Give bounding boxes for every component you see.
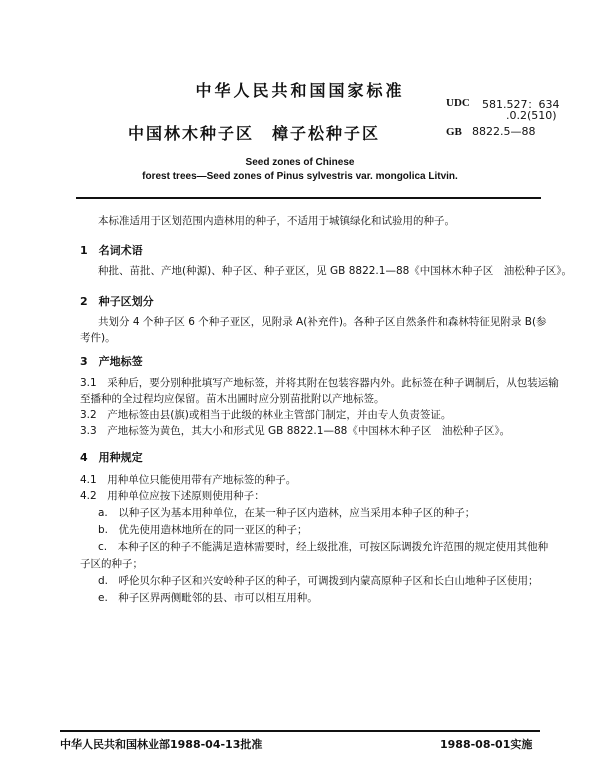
clause-3-1-line-1: 3.1 采种后，要分别种批填写产地标签，并将其附在包装容器内外。此标签在种子调制后，从包装运输 [80,377,559,389]
clause-4-1: 4.1 用种单位只能使用带有产地标签的种子。 [80,474,297,486]
gb-label: GB [446,126,462,138]
standard-title: 中华人民共和国国家标准 [195,81,405,100]
clause-4-2-d: d. 呼伦贝尔种子区和兴安岭种子区的种子，可调拨到内蒙高原种子区和长白山地种子区使用； [98,575,539,587]
clause-4-2: 4.2 用种单位应按下述原则使用种子： [80,490,265,502]
clause-4-2-c-line-1: c. 本种子区的种子不能满足造林需要时，经上级批准，可按区际调拨允许范围的规定使用其他种 [98,541,549,553]
english-title-line-2: forest trees—Seed zones of Pinus sylvestris var. mongolica Litvin. [142,171,458,182]
clause-3-1-line-2: 至播种的全过程均应保留。苗木出圃时应分别苗批附以产地标签。 [80,393,385,405]
gb-number: 8822.5—88 [472,125,536,138]
section-4-heading: 4 用种规定 [80,451,143,464]
clause-4-2-c-line-2: 子区的种子； [80,558,143,570]
section-2-text-line-1: 共划分 4 个种子区 6 个种子亚区，见附录 A(补充件)。各种子区自然条件和森林特征见附录 B(参 [98,316,547,328]
clause-4-2-b: b. 优先使用造林地所在的同一亚区的种子； [98,524,308,536]
clause-3-3: 3.3 产地标签为黄色，其大小和形式见 GB 8822.1—88《中国林木种子区 油松种子区》。 [80,425,511,437]
clause-4-2-e: e. 种子区界两侧毗邻的县、市可以相互用种。 [98,592,318,604]
section-2-heading: 2 种子区划分 [80,295,154,308]
approval-line: 中华人民共和国林业部1988-04-13批准 [60,738,263,751]
clause-3-2: 3.2 产地标签由县(旗)或相当于此级的林业主管部门制定，并由专人负责签证。 [80,409,452,421]
document-title: 中国林木种子区 樟子松种子区 [128,124,381,143]
section-1-heading: 1 名词术语 [80,244,143,257]
footer-divider [60,730,540,732]
english-title-line-1: Seed zones of Chinese [245,157,355,168]
section-3-heading: 3 产地标签 [80,355,143,368]
header-divider [76,197,541,199]
section-1-text: 种批、苗批、产地(种源)、种子区、种子亚区，见 GB 8822.1—88《中国林木种子区 油松种子区》。 [98,265,573,277]
udc-value: 581.527：634 [482,98,560,111]
clause-4-2-a: a. 以种子区为基本用种单位，在某一种子区内造林，应当采用本种子区的种子； [98,507,476,519]
implementation-date: 1988-08-01实施 [440,738,533,751]
section-2-text-line-2: 考件)。 [80,332,116,344]
udc-label: UDC [446,97,470,109]
scope-paragraph: 本标准适用于区划范围内造林用的种子，不适用于城镇绿化和试验用的种子。 [98,215,455,227]
udc-value-continued: .0.2(510) [506,109,557,122]
